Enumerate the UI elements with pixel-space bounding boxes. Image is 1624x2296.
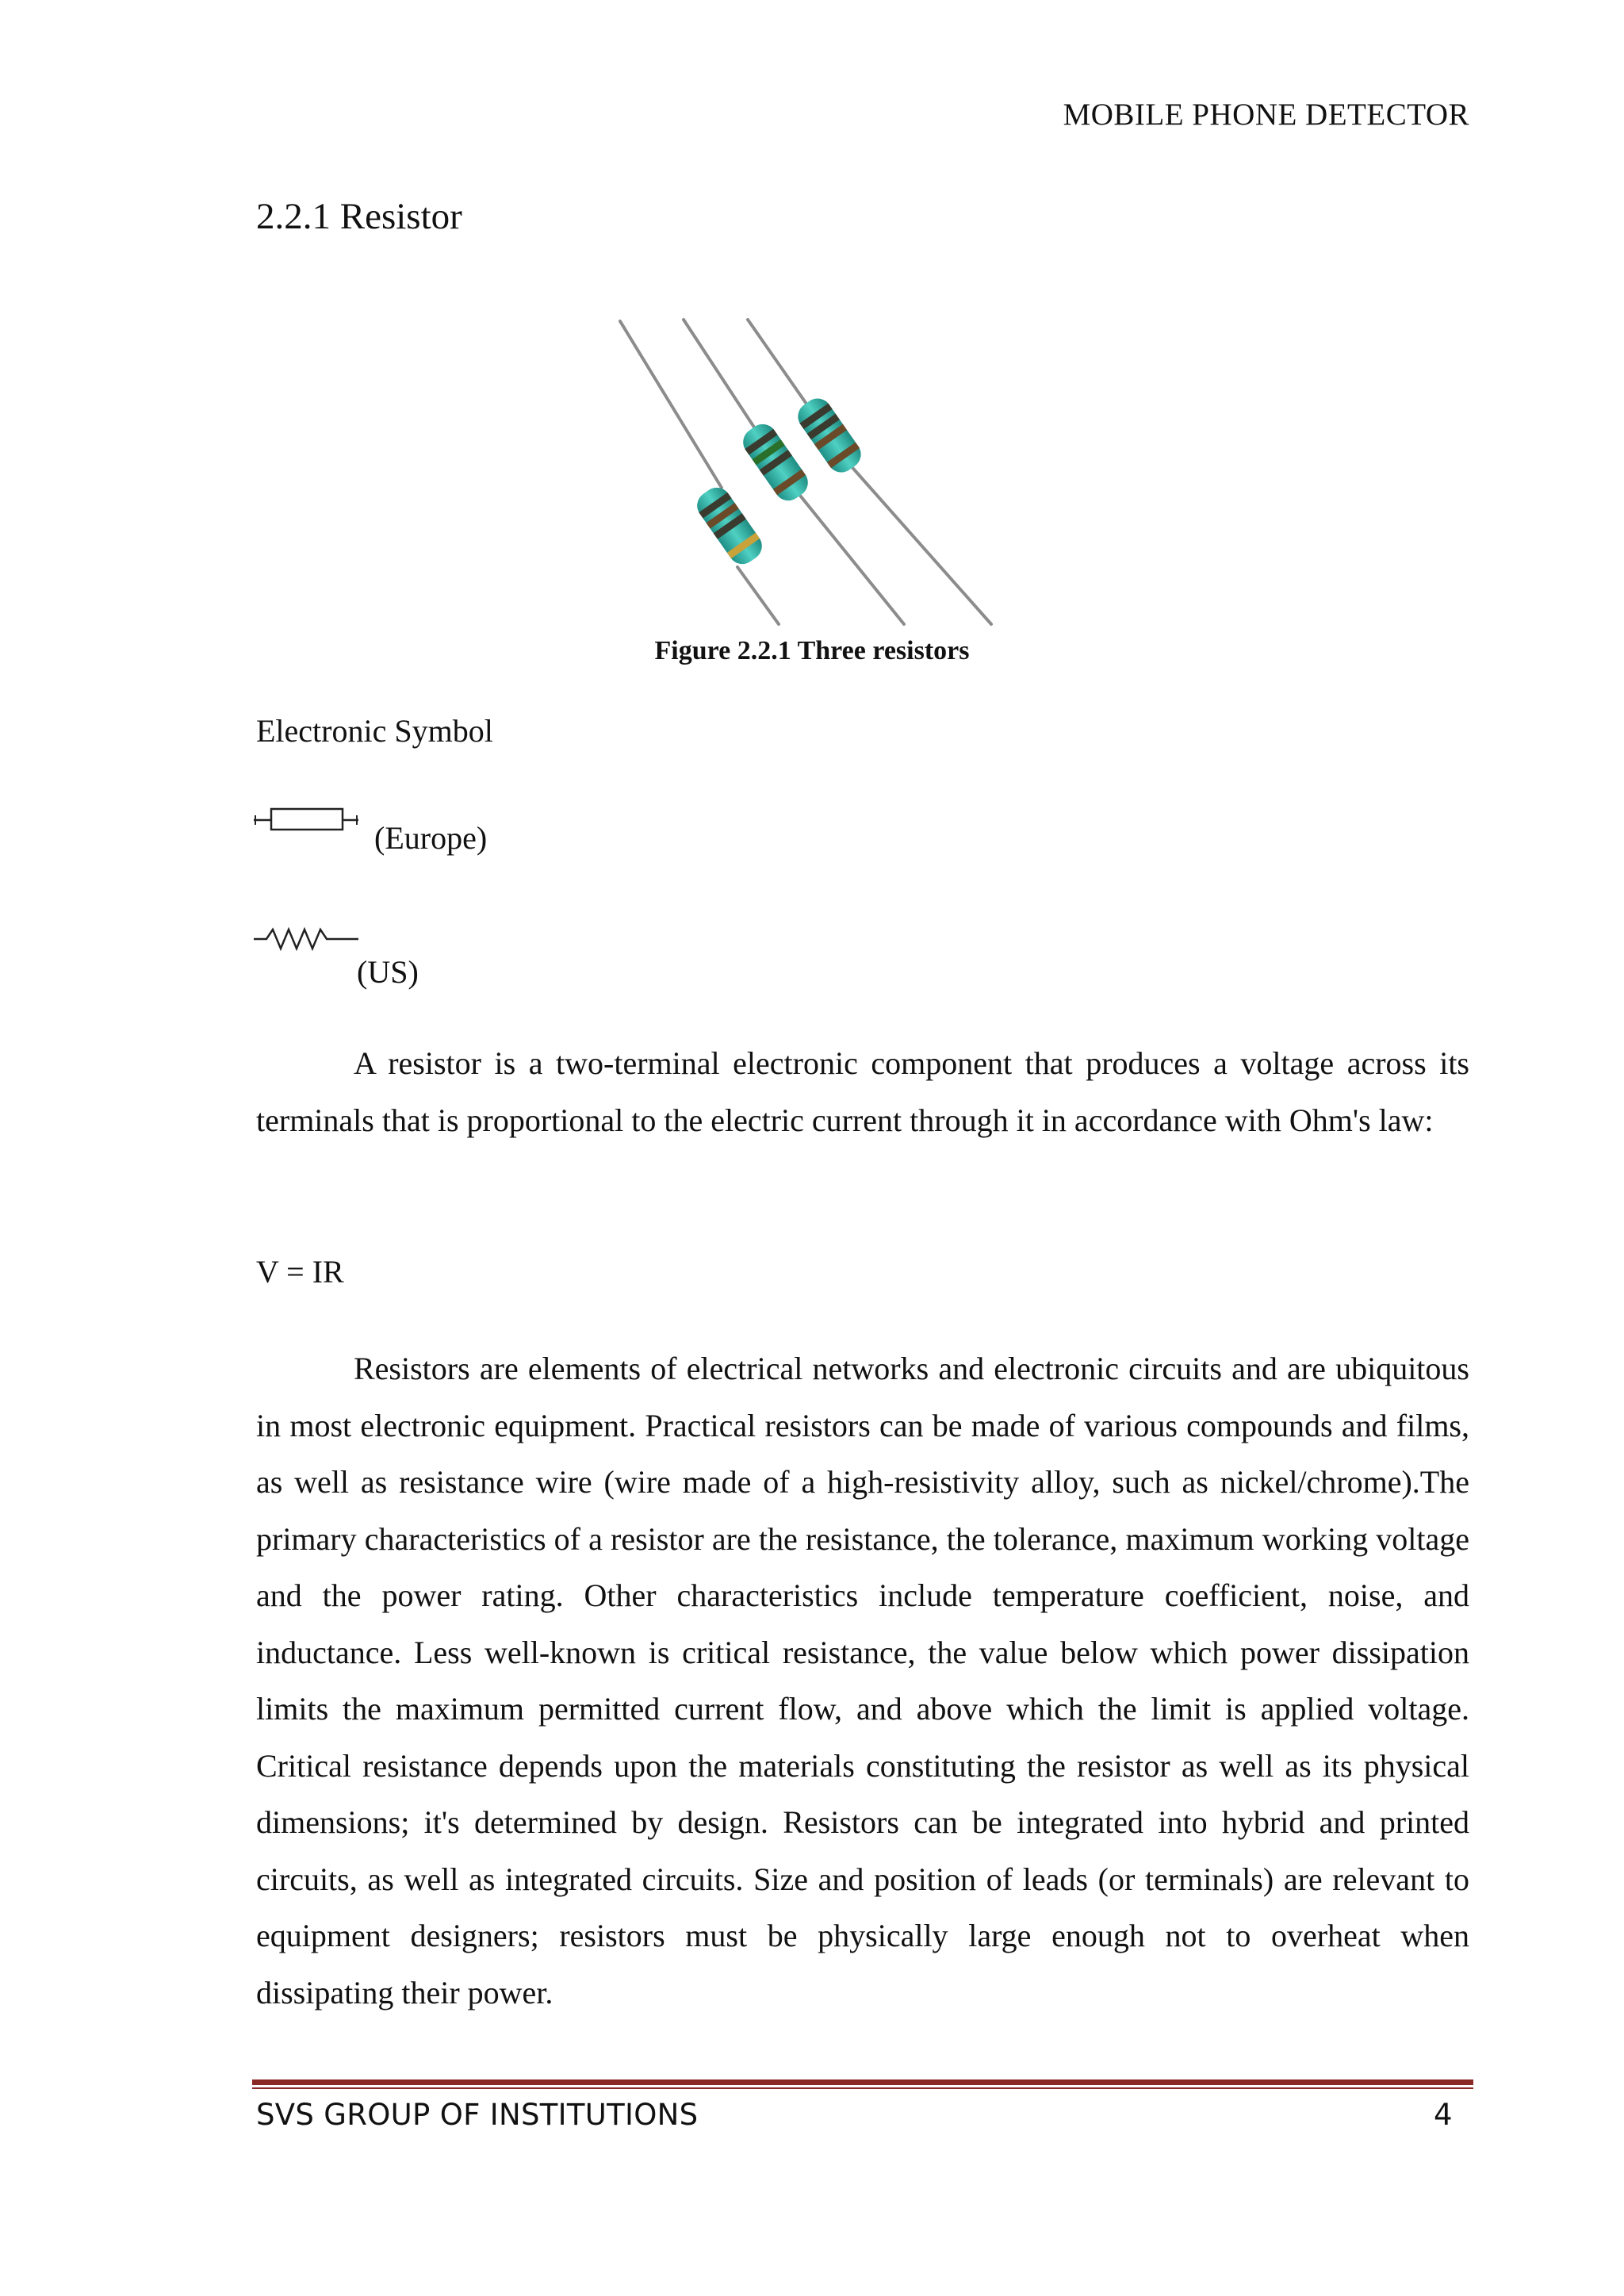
paragraph-ohms-law: A resistor is a two-terminal electronic component that produces a voltage across its terminals that is proportional to the electric current through it in accordance with Ohm's law: xyxy=(256,1045,1469,1138)
figure-caption: Figure 2.2.1 Three resistors xyxy=(654,636,970,665)
footer-rule-thin xyxy=(252,2087,1473,2089)
running-head: MOBILE PHONE DETECTOR xyxy=(1063,98,1469,132)
resistors-photo xyxy=(603,313,1031,627)
equation: V = IR xyxy=(256,1254,344,1290)
resistor-symbol-us-icon xyxy=(254,922,361,953)
symbol-us-label: (US) xyxy=(357,954,419,990)
symbol-heading: Electronic Symbol xyxy=(256,713,493,749)
resistor-symbol-europe-icon xyxy=(254,803,361,834)
symbol-europe-label: (Europe) xyxy=(374,820,488,856)
page-number: 4 xyxy=(1434,2098,1453,2132)
footer-rule-thick xyxy=(252,2079,1473,2085)
footer-rule xyxy=(252,2079,1473,2089)
footer-institution: SVS GROUP OF INSTITUTIONS xyxy=(256,2098,699,2132)
paragraph-resistor-characteristics: Resistors are elements of electrical networks and electronic circuits and are ubiquitous in most electronic equipment. Practical resistors can be made of various compounds and films, as well as resistance wire (wire made of a high-resistivity alloy, such as nickel/chrome).The primary characteristics of a resistor are the resistance, the tolerance, maximum working voltage and the power rating. Other characteristics include temperature coefficient, noise, and inductance. Less well-known is critical resistance, the value below which power dissipation limits the maximum permitted current flow, and above which the limit is applied voltage. Critical resistance depends upon the materials constituting the resistor as well as its physical dimensions; it's determined by design. Resistors can be integrated into hybrid and printed circuits, as well as integrated circuits. Size and position of leads (or terminals) are relevant to equipment designers; resistors must be physically large enough not to overheat when dissipating their power. xyxy=(256,1351,1469,2010)
section-title: 2.2.1 Resistor xyxy=(256,196,462,237)
